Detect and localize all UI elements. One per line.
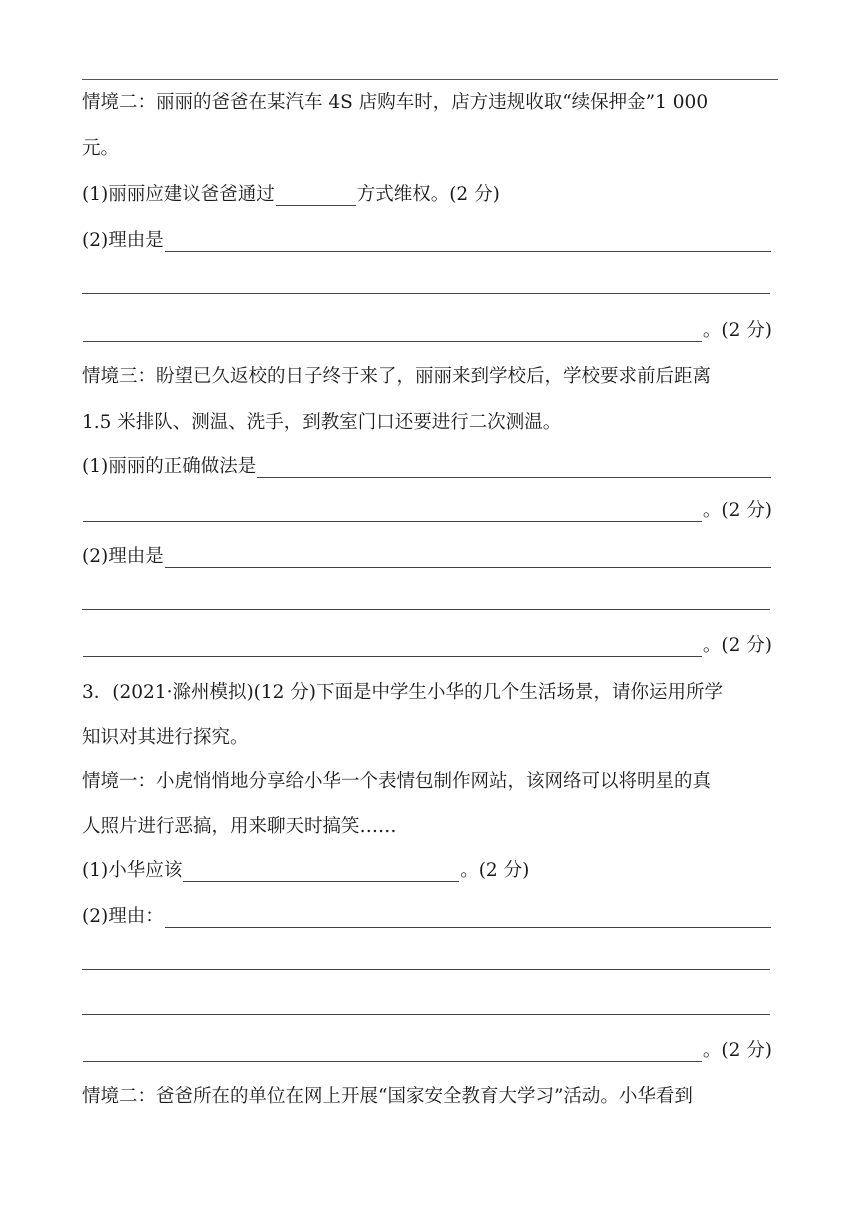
scenario-3-text-line1: 情境三：盼望已久返校的日子终于来了，丽丽来到学校后，学校要求前后距离: [82, 366, 712, 387]
answer-blank-reason-c[interactable]: [165, 545, 771, 568]
scenario-1-text-line1: 情境一：小虎悄悄地分享给小华一个表情包制作网站，该网络可以将明星的真: [82, 771, 712, 792]
answer-end-line: 。(2 分): [82, 316, 772, 346]
question-1-should: (1)小华应该 。(2 分): [82, 860, 530, 881]
question-3-stem-line2: 知识对其进行探究。: [82, 727, 249, 748]
answer-line[interactable]: [82, 293, 770, 294]
scenario-3-text-line2: 1.5 米排队、测温、洗手，到教室门口还要进行二次测温。: [82, 412, 562, 433]
scenario-2-text-line1: 情境二：丽丽的爸爸在某汽车 4S 店购车时，店方违规收取“续保押金”1 000: [82, 92, 709, 113]
question-1-correct-action: (1)丽丽的正确做法是: [82, 452, 772, 482]
answer-line[interactable]: [82, 1014, 770, 1015]
scenario-2b-text-line1: 情境二：爸爸所在的单位在网上开展“国家安全教育大学习”活动。小华看到: [82, 1086, 693, 1107]
header-rule: [82, 79, 778, 80]
question-2-reason: (2)理由：: [82, 902, 772, 932]
answer-end-line: 。(2 分): [82, 1036, 772, 1066]
scenario-2-text-line2: 元。: [82, 138, 120, 159]
answer-blank-should[interactable]: [183, 859, 459, 882]
answer-end-line: 。(2 分): [82, 631, 772, 661]
answer-blank-reason-d[interactable]: [83, 634, 702, 657]
question-1-method: (1)丽丽应建议爸爸通过 方式维权。(2 分): [82, 184, 500, 205]
answer-blank-reason-f[interactable]: [83, 1039, 702, 1062]
question-2-reason: (2)理由是: [82, 542, 772, 572]
answer-blank-action-b[interactable]: [83, 499, 702, 522]
question-3-stem-line1: 3．(2021·滁州模拟)(12 分)下面是中学生小华的几个生活场景，请你运用所学: [82, 682, 724, 703]
answer-line[interactable]: [82, 969, 770, 970]
question-2-reason: (2)理由是: [82, 226, 772, 256]
scenario-1-text-line2: 人照片进行恶搞，用来聊天时搞笑……: [82, 816, 397, 837]
answer-blank-action-a[interactable]: [257, 455, 771, 478]
answer-blank-reason-b[interactable]: [83, 319, 702, 342]
answer-blank-method[interactable]: [276, 183, 356, 206]
answer-blank-reason-e[interactable]: [165, 905, 771, 928]
answer-end-line: 。(2 分): [82, 496, 772, 526]
answer-blank-reason-a[interactable]: [165, 229, 771, 252]
answer-line[interactable]: [82, 609, 770, 610]
